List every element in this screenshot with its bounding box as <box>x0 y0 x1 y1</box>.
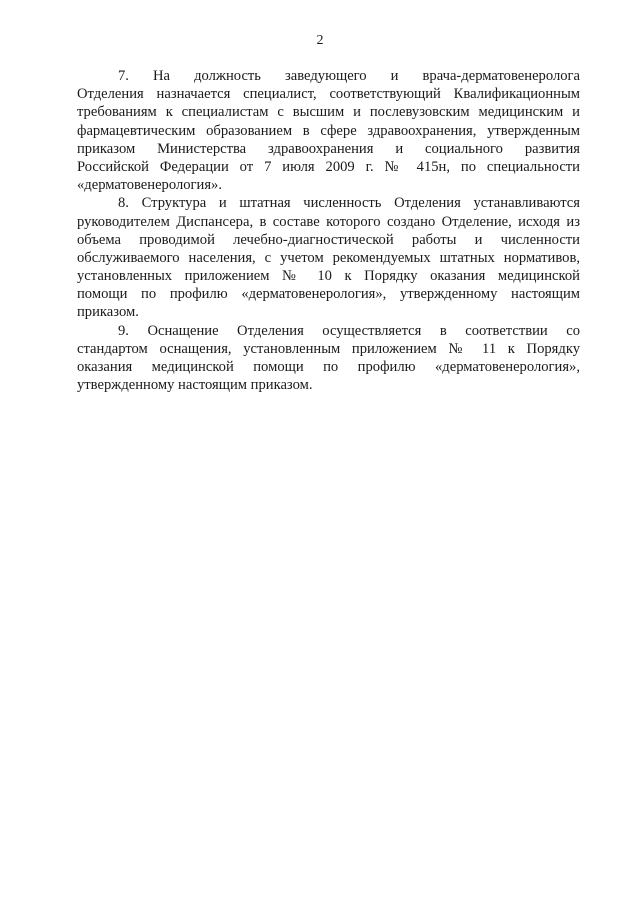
paragraph-line: фармацевтическим образованием в сфере здравоохранения, утвержденным <box>77 122 580 139</box>
paragraph-line: оказания медицинской помощи по профилю «дерматовенерология», <box>77 359 580 375</box>
paragraph-line: объема проводимой лечебно-диагностической работы и численности <box>77 231 580 248</box>
document-body <box>77 67 580 394</box>
paragraph-line: требованиям к специалистам с высшим и послевузовским медицинским и <box>77 104 580 121</box>
paragraph-line: помощи по профилю «дерматовенерология», утвержденному настоящим <box>77 286 580 303</box>
paragraph-line: 7. На должность заведующего и врача-дерматовенеролога <box>118 68 580 84</box>
paragraph-line: «дерматовенерология». <box>77 177 222 194</box>
paragraph-line: утвержденному настоящим приказом. <box>77 377 313 394</box>
paragraph-line: обслуживаемого населения, с учетом рекомендуемых штатных нормативов, <box>77 249 580 266</box>
page-number: 2 <box>316 33 324 48</box>
paragraph-line: Отделения назначается специалист, соответствующий Квалификационным <box>77 86 580 103</box>
paragraph-line: стандартом оснащения, установленным приложением № 11 к Порядку <box>77 340 580 357</box>
paragraph-line: Российской Федерации от 7 июля 2009 г. № 415н, по специальности <box>77 158 580 175</box>
paragraph-line: 8. Структура и штатная численность Отделения устанавливаются <box>118 195 580 212</box>
paragraph-7 <box>77 67 580 194</box>
paragraph-line: 9. Оснащение Отделения осуществляется в соответствии со <box>118 322 580 339</box>
paragraph-8 <box>77 194 580 321</box>
paragraph-line: руководителем Диспансера, в составе которого создано Отделение, исходя из <box>77 213 580 230</box>
paragraph-line: приказом Министерства здравоохранения и социального развития <box>77 140 580 157</box>
paragraph-line: приказом. <box>77 304 139 321</box>
paragraph-line: установленных приложением № 10 к Порядку оказания медицинской <box>77 268 580 285</box>
paragraph-9 <box>77 322 580 395</box>
